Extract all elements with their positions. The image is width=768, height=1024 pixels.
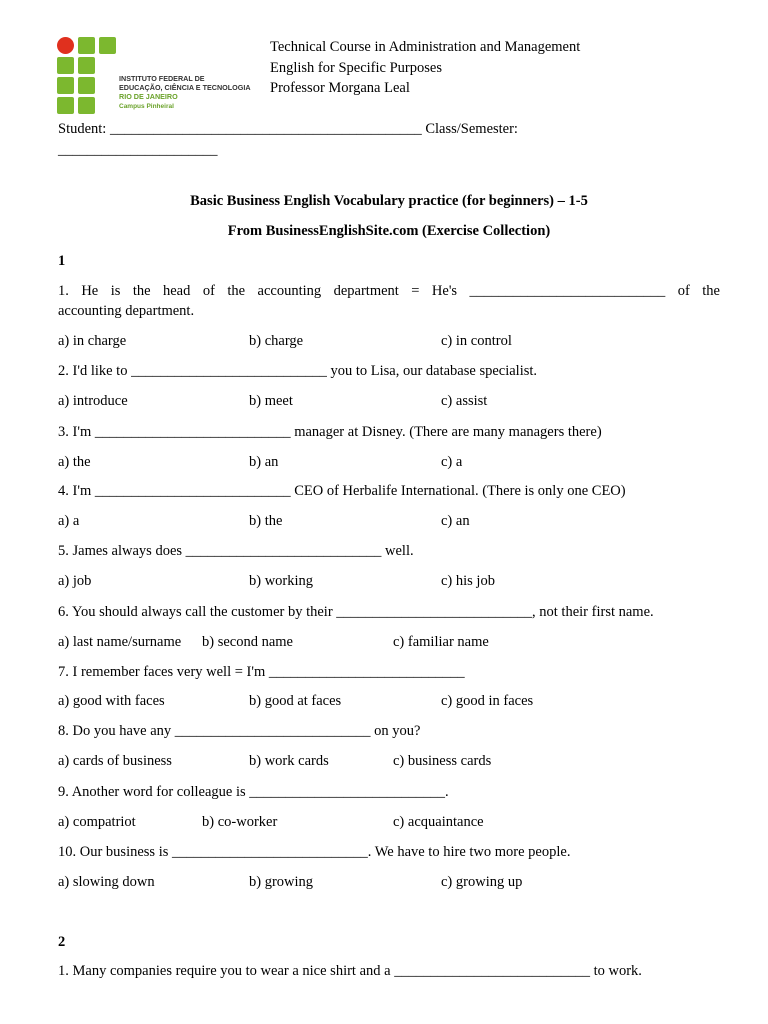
- option-c: c) growing up: [441, 874, 523, 890]
- question-9: 9. Another word for colleague is ___________________________.: [58, 784, 449, 800]
- option-a: a) job: [58, 573, 92, 589]
- option-b: b) co-worker: [202, 814, 278, 830]
- option-c: c) his job: [441, 573, 495, 589]
- option-c: c) acquaintance: [393, 814, 484, 830]
- option-b: b) good at faces: [249, 693, 342, 709]
- class-semester-blank: ______________________: [58, 142, 218, 158]
- logo-line: EDUCAÇÃO, CIÊNCIA E TECNOLOGIA: [119, 83, 251, 93]
- section-number: 2: [58, 934, 66, 950]
- logo-red-dot: [57, 37, 74, 54]
- option-b: b) the: [249, 513, 283, 529]
- option-a: a) compatriot: [58, 814, 136, 830]
- question-3: 3. I'm ___________________________ manager at Disney. (There are many managers there): [58, 424, 602, 440]
- option-c: c) an: [441, 513, 470, 529]
- logo-square: [78, 37, 95, 54]
- worksheet-title: Basic Business English Vocabulary practice (for beginners) – 1-5: [190, 193, 588, 209]
- logo-line: INSTITUTO FEDERAL DE: [119, 74, 205, 83]
- question-8: 8. Do you have any ___________________________ on you?: [58, 723, 421, 739]
- institute-logo: [57, 37, 257, 117]
- logo-square: [99, 37, 116, 54]
- option-b: b) meet: [249, 393, 293, 409]
- option-a: a) good with faces: [58, 693, 165, 709]
- question-7: 7. I remember faces very well = I'm ___________________________: [58, 664, 465, 680]
- question-1: 1. He is the head of the accounting department = He's ___________________________ of the: [58, 283, 720, 299]
- logo-square: [57, 57, 74, 74]
- worksheet-source: From BusinessEnglishSite.com (Exercise Collection): [227, 223, 551, 239]
- subject-name: English for Specific Purposes: [270, 59, 442, 76]
- option-a: a) a: [58, 513, 80, 529]
- option-c: c) in control: [441, 333, 512, 349]
- option-b: b) work cards: [249, 753, 329, 769]
- option-a: a) in charge: [58, 333, 127, 349]
- option-b: b) second name: [202, 634, 293, 650]
- option-c: c) a: [441, 454, 463, 470]
- option-a: a) introduce: [58, 393, 128, 409]
- question-6: 6. You should always call the customer by their ___________________________, not their first name.: [58, 604, 654, 620]
- option-b: b) an: [249, 454, 279, 470]
- option-c: c) business cards: [393, 753, 492, 769]
- option-c: c) good in faces: [441, 693, 534, 709]
- logo-text: [119, 74, 251, 111]
- logo-square: [78, 57, 95, 74]
- logo-line: RIO DE JANEIRO: [119, 92, 178, 102]
- course-header: [270, 37, 580, 99]
- professor-name: Professor Morgana Leal: [270, 80, 410, 96]
- logo-line: Campus Pinheiral: [119, 102, 174, 110]
- question-10: 10. Our business is ___________________________. We have to hire two more people.: [58, 844, 571, 860]
- option-b: b) charge: [249, 333, 304, 349]
- question-1-cont: accounting department.: [58, 303, 195, 319]
- section-number: 1: [58, 253, 66, 269]
- option-c: c) familiar name: [393, 634, 489, 650]
- section-2-question-1: 1. Many companies require you to wear a nice shirt and a ___________________________ to work.: [58, 963, 642, 979]
- option-a: a) last name/surname: [58, 634, 182, 650]
- question-4: 4. I'm ___________________________ CEO of Herbalife International. (There is only one CEO): [58, 483, 626, 499]
- option-a: a) slowing down: [58, 874, 155, 890]
- option-b: b) working: [249, 573, 314, 589]
- student-line: Student: ___________________________________________ Class/Semester:: [58, 121, 518, 137]
- logo-square: [78, 97, 95, 114]
- option-b: b) growing: [249, 874, 314, 890]
- question-2: 2. I'd like to ___________________________ you to Lisa, our database specialist.: [58, 363, 538, 379]
- question-5: 5. James always does ___________________________ well.: [58, 543, 414, 559]
- option-a: a) the: [58, 454, 91, 470]
- option-c: c) assist: [441, 393, 488, 409]
- option-a: a) cards of business: [58, 753, 172, 769]
- logo-square: [57, 97, 74, 114]
- logo-square: [78, 77, 95, 94]
- logo-square: [57, 77, 74, 94]
- course-name: Technical Course in Administration and Management: [270, 39, 581, 55]
